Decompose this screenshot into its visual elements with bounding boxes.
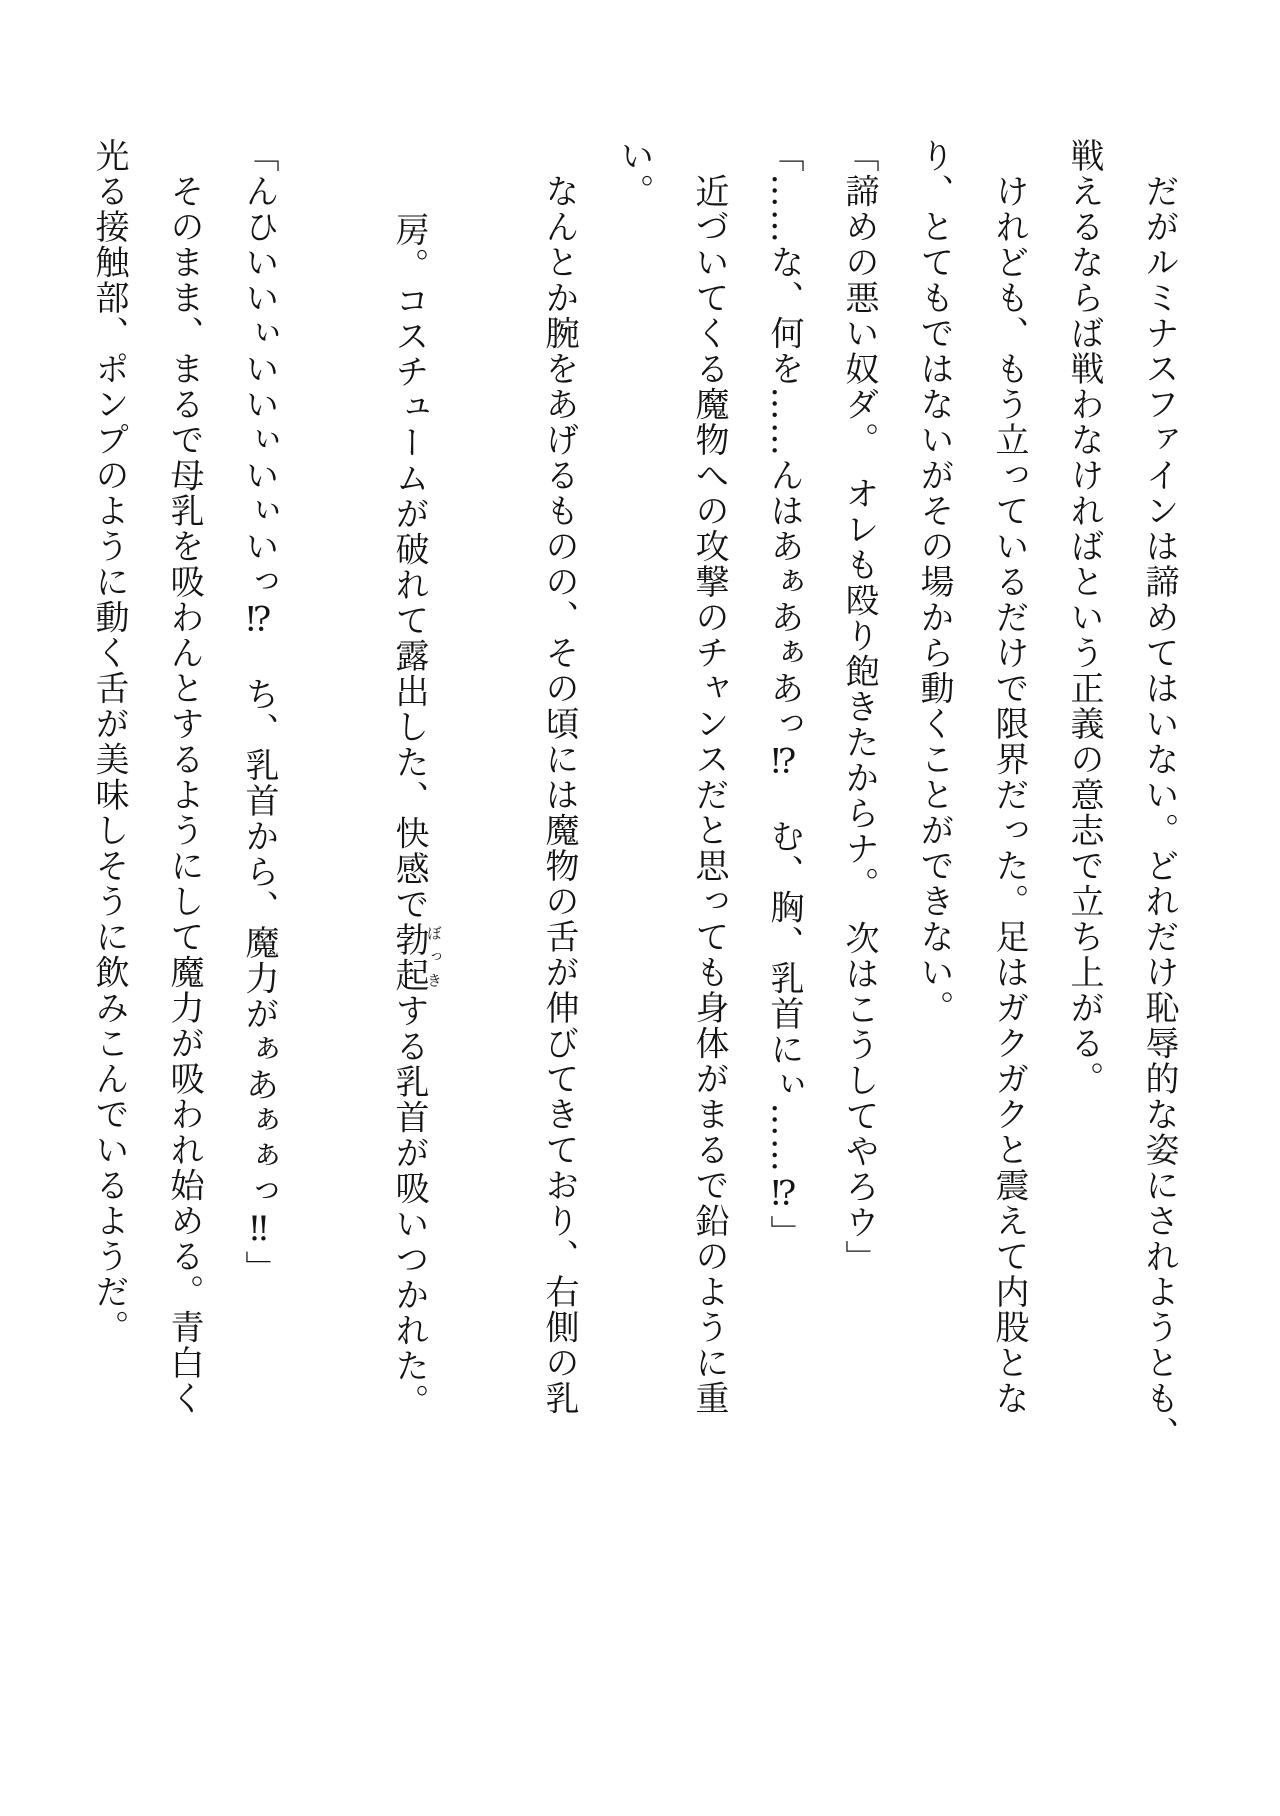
dialogue-line: 「んひいいぃいいぃいぃいっ⁉ ち、乳首から、魔力がぁあぁぁっ‼」 bbox=[239, 138, 279, 1286]
text-line: けれども、もう立っているだけで限界だった。足はガクガクと震えて内股とな bbox=[989, 138, 1029, 1416]
text-line: り、とてもではないがその場から動くことができない。 bbox=[914, 138, 954, 1026]
text-line-with-ruby bbox=[296, 138, 521, 1528]
text-line: 近づいてくる魔物への攻撃のチャンスだと思っても身体がまるで鉛のように重 bbox=[689, 138, 729, 1416]
text-line: い。 bbox=[614, 138, 654, 209]
text-segment: 房。コスチュームが破れて露出した、快感で bbox=[389, 211, 429, 922]
ruby-annotation bbox=[389, 921, 443, 993]
furigana: ぼっき bbox=[425, 921, 443, 993]
text-line: 光る接触部、ポンプのように動く舌が美味しそうに飲みこんでいるようだ。 bbox=[89, 138, 129, 1345]
dialogue-line: 「……な、何を……んはあぁあぁあっ⁉ む、胸、乳首にぃ……⁉」 bbox=[764, 138, 804, 1251]
text-line: 戦えるならば戦わなければという正義の意志で立ち上がる。 bbox=[1064, 138, 1104, 1097]
text-line: そのまま、まるで母乳を吸わんとするようにして魔力が吸われ始める。青白く bbox=[164, 138, 204, 1416]
dialogue-line: 「諦めの悪い奴ダ。 オレも殴り飽きたからナ。 次はこうしてやろウ」 bbox=[839, 138, 879, 1276]
vertical-text-block bbox=[70, 138, 1196, 1528]
ruby-base: 勃起 bbox=[389, 921, 429, 993]
text-line: なんとか腕をあげるものの、その頃には魔物の舌が伸びてきており、右側の乳 bbox=[539, 138, 579, 1416]
dialogue-line-with-ruby bbox=[0, 138, 71, 1528]
text-line: だがルミナスファインは諦めてはいない。どれだけ恥辱的な姿にされようとも、 bbox=[1139, 138, 1179, 1452]
text-segment: する乳首が吸いつかれた。 bbox=[389, 992, 429, 1419]
